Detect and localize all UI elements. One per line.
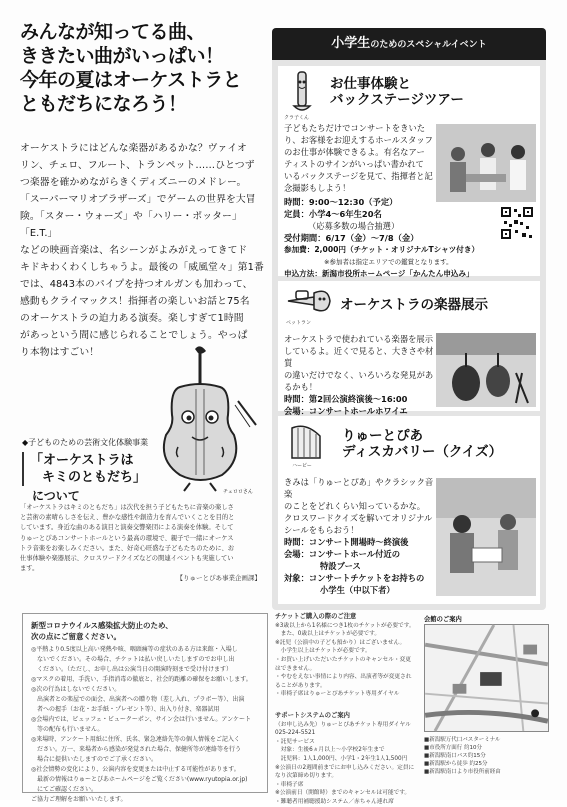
quiz-event-photo xyxy=(436,478,536,596)
notice-line: ください。（ただし、お申し出は公演当日の開演時刻まで受け付けます） xyxy=(31,666,233,673)
program-title-suffix: について xyxy=(32,489,80,503)
notice-line: 者への握手（お花・お手紙・プレゼント等）、出入り付き、楽器試用 xyxy=(31,706,220,713)
support-line: ・車椅子席 xyxy=(275,781,304,788)
notice-line: 最新の情報はりゅーとぴあホームページをご覧ください(www.ryutopia.or.jp) xyxy=(31,776,248,783)
quiz-event-description xyxy=(284,476,434,596)
quiz-desc-line: シールをもらおう！ xyxy=(284,525,359,535)
intro-line: 険。「スター・ウォーズ」や「ハリー・ポッター」「E.T.」 xyxy=(20,211,242,239)
support-system xyxy=(275,712,415,807)
job-desc-line: のお仕事が体験できるよ。有名なアー xyxy=(284,147,425,157)
notice-line: ないでください。その場合、チケットは払い戻しいたしますのでお申し出 xyxy=(31,656,235,663)
exhibit-desc-line: オーケストラで使われている楽器を展示 xyxy=(284,334,434,344)
access-line: ■新潟駅から徒歩 約25分 xyxy=(424,761,488,767)
exhibit-event-photo xyxy=(436,333,536,407)
quiz-desc-line: クロスワードクイズを解いてオリジナル xyxy=(284,513,433,523)
exhibit-desc-line: の違いだけでなく、いろいろな発見があ xyxy=(284,370,434,380)
notice-line: ◎マスクの着用、手洗い、手指消毒の徹底と、社会的距離の確保をお願いします。 xyxy=(31,676,252,683)
header-main: 小学生 xyxy=(331,36,371,51)
event-instrument-exhibit xyxy=(278,281,540,416)
event-discovery-quiz xyxy=(278,416,540,604)
intro-text xyxy=(20,140,265,361)
qr-code-icon[interactable] xyxy=(500,206,534,240)
description-line: りゅーとぴあコンサートホールという最高の環境で、親子で一緒にオーケス xyxy=(20,534,234,542)
description-line: トラ音楽をお楽しみください。また、好奇心旺盛な子どもたちのために、お xyxy=(20,544,235,552)
support-line: 託児料：1人1,000円、小学1・2年生1人1,500円 xyxy=(275,755,408,762)
program-title xyxy=(22,452,162,486)
job-event-photo xyxy=(436,124,536,202)
intro-line: オーケストラにはどんな楽器があるかな？ヴァイオ xyxy=(20,143,247,154)
job-time: 時間：9:00〜12:30（予定） xyxy=(284,197,398,207)
program-title-line: キミのともだち」 xyxy=(42,470,147,485)
access-line: ■新潟駅万代口バスターミナル xyxy=(424,737,501,743)
quiz-desc-line: のことをどれくらい知っているかな。 xyxy=(284,501,426,511)
intro-line: キドキわくわくしちゃうよ。最後の「威風堂々」第1番 xyxy=(20,262,264,273)
ticket-line: ※3歳以上から1名様につき1枚のチケットが必要です。 xyxy=(275,622,415,629)
job-fee-note: ※参加者は指定エリアでの鑑賞となります。 xyxy=(324,258,453,266)
job-desc-line: 念撮影もしよう！ xyxy=(284,183,351,193)
exhibit-icon-caption: ペットラン xyxy=(286,320,312,326)
program-about xyxy=(22,437,162,504)
notice-line: 等の配布も行いません。 xyxy=(31,726,104,733)
support-heading: サポートシステムのご案内 xyxy=(275,712,350,719)
access-line: ■新潟駅南口バス約15分 xyxy=(424,753,486,759)
access-info xyxy=(424,736,549,776)
quiz-venue: 会場：コンサートホール付近の xyxy=(284,549,400,559)
cello-caption: チェロロさん xyxy=(223,489,253,495)
support-line: ※公演日の2週間前までにお申し込みください。定員になり次第締め切ります。 xyxy=(275,764,415,780)
notice-line: にてご確認ください。 xyxy=(31,786,98,793)
headline xyxy=(20,20,260,116)
harp-mascot-icon xyxy=(286,422,326,462)
trumpet-mascot-icon xyxy=(284,283,332,319)
notice-line: ◎来場時、アンケート用紙に住所、氏名、緊急連絡先等の個人情報をご記入く xyxy=(31,736,240,743)
quiz-venue-2: 特設ブース xyxy=(320,561,361,571)
job-title-line: お仕事体験と xyxy=(330,76,411,92)
description-line: しています。身近な曲のある演目と演奏交響楽団による演奏を体験。そして xyxy=(20,524,234,532)
intro-line: があっという間に感じられることでしょう。やっぱ xyxy=(20,330,248,341)
notice-line: ◎次の行為はしないでください。 xyxy=(31,686,121,693)
quiz-time: 時間：コンサート開場時〜終演後 xyxy=(284,537,409,547)
notice-head-line: 次の点にご留意ください。 xyxy=(31,632,121,641)
notice-line: 出演者との楽屋での面会、出演者への贈り物（差し入れ、プラボー等）、出演 xyxy=(31,696,245,703)
notice-line: ◎社会情勢の変化により、公演内容を変更または中止する可能性があります。 xyxy=(31,766,240,773)
venue-map xyxy=(424,624,549,732)
exhibit-desc-line: るかも！ xyxy=(284,382,318,392)
description-line: と芸術の素晴らしさを伝え、豊かな感性や創造力を育んでいくことを目的と xyxy=(20,514,235,522)
job-fee: 参加費：2,000円（チケット・オリジナルTシャツ付き） xyxy=(284,245,480,254)
notice-line: ご協力ご理解をお願いいたします。 xyxy=(31,796,127,803)
job-desc-line: ティストのサインがいっぱい書かれて xyxy=(284,159,424,169)
quiz-title-line: ディスカバリー（クイズ） xyxy=(342,444,503,460)
ticket-notes xyxy=(275,613,415,699)
headline-line: ききたい曲がいっぱい！ xyxy=(20,45,224,67)
headline-line: ともだちになろう！ xyxy=(20,93,187,115)
job-event-description xyxy=(284,122,434,194)
description-line: 「オーケストラはキミのともだち」は次代を担う子どもたちに音楽の楽しさ xyxy=(20,504,234,511)
special-events-header xyxy=(272,28,546,60)
ticket-line: また、0歳以上はチケットが必要です。 xyxy=(275,631,381,638)
description-signature: 【りゅーとぴあ事業企画課】 xyxy=(176,573,261,582)
ticket-line: 小学生以上はチケットが必要です。 xyxy=(275,648,371,655)
description-line: 仕事体験や楽器展示、クロスワードクイズなどの関連イベントも実施してい xyxy=(20,555,234,563)
support-line: ・難聴者用補聴援助システム／赤ちゃん連れ席 xyxy=(275,798,394,805)
support-line: （お申し込み先）りゅーとぴあチケット専用ダイヤル 025-224-5521 xyxy=(275,721,411,737)
program-description xyxy=(20,503,265,583)
intro-line: 「スーパーマリオブラザーズ」でゲームの世界を大冒 xyxy=(20,194,256,205)
intro-line: のオーケストラの迫力ある演奏。楽しすぎて1時間 xyxy=(20,313,244,324)
intro-line: リン、チェロ、フルート、トランペット……ひとつず xyxy=(20,160,255,171)
support-line: 対象：生後6ヵ月以上〜小学校2年生まで xyxy=(275,747,385,754)
exhibit-event-title: オーケストラの楽器展示 xyxy=(340,297,488,313)
header-sub: のためのスペシャルイベント xyxy=(370,40,487,50)
job-capacity: 定員：小学4〜6年生20名 xyxy=(284,209,382,219)
support-line: ※公演前日（開館時）までのキャンセルは可能です。 xyxy=(275,790,411,797)
ticket-line: ・お買い上げいただいたチケットのキャンセル・変更はできません。 xyxy=(275,656,411,672)
cello-mascot-illustration xyxy=(150,345,260,495)
intro-line: つ楽器を確かめながらきくディズニーのメドレー。 xyxy=(20,177,247,188)
job-desc-line: 子どもたちだけでコンサートをきいた xyxy=(284,123,426,133)
access-line: ■新潟駅南口より市役所前経由 xyxy=(424,769,501,775)
job-title-line: バックステージツアー xyxy=(330,92,464,108)
ticket-line: ・やむをえない事情により内容、出演者等が変更されることがあります。 xyxy=(275,674,412,689)
program-title-line: 「オーケストラは xyxy=(30,453,134,468)
intro-line: り本物はすごい！ xyxy=(20,347,100,358)
map-label: 会館のご案内 xyxy=(424,616,462,623)
job-event-details xyxy=(284,196,536,280)
notice-line: ◎平熱より0.5度以上高い発熱や咳、咽頭痛等の症状のある方は来館・入場し xyxy=(31,646,238,653)
ticket-line: ・車椅子席はりゅーとぴあチケット専用ダイヤル xyxy=(275,691,400,698)
exhibit-time: 時間：第2回公演終演後〜16:00 xyxy=(284,394,408,404)
intro-line: 感動もクライマックス！指揮者の楽しいお話と75名 xyxy=(20,296,250,307)
event-job-experience xyxy=(278,66,540,276)
quiz-title-line: りゅーとぴあ xyxy=(342,428,423,444)
notice-line: 場合に提供いたしますのでご了承ください。 xyxy=(31,756,158,763)
ticket-heading: チケットご購入の際のご注意 xyxy=(275,613,357,620)
description-line: ます。 xyxy=(20,565,39,573)
quiz-icon-caption: ハーピー xyxy=(292,463,312,469)
job-apply-method: 申込方法：新潟市役所ホームページ「かんたん申込み」 xyxy=(284,269,474,278)
job-event-title xyxy=(330,76,464,108)
job-desc-line: り、お客様をお迎えするホールスタッフ xyxy=(284,135,433,145)
job-icon-caption: クラ子くん xyxy=(284,115,310,121)
program-category: ◆子どものための芸術文化体験事業 xyxy=(22,438,149,447)
support-line: ・託児サービス xyxy=(275,738,315,745)
clarinet-mascot-icon xyxy=(288,70,316,112)
job-capacity-note: （応募多数の場合抽選） xyxy=(308,221,400,231)
intro-line: などの映画音楽は、名シーンがよみがえってきてド xyxy=(20,245,248,256)
job-period: 受付期間：6/17（金）〜7/8（金） xyxy=(284,233,419,243)
exhibit-event-description xyxy=(284,333,434,417)
headline-line: 今年の夏はオーケストラと xyxy=(20,69,242,91)
exhibit-desc-line: しているよ。近くで見ると、大きさや材質 xyxy=(284,346,434,368)
quiz-event-title xyxy=(342,428,502,460)
exhibit-venue: 会場：コンサートホールホワイエ xyxy=(284,406,408,416)
access-line: ■市役所方面行 約10分 xyxy=(424,745,482,751)
notice-line: ださい。万一、来場者から感染が発覚された場合、保健所等が連絡等を行う xyxy=(31,746,242,753)
covid-notice xyxy=(22,613,268,803)
quiz-target: 対象：コンサートチケットをお持ちの xyxy=(284,573,425,583)
job-desc-line: いるバックステージを見て、指揮者と記 xyxy=(284,171,433,181)
quiz-target-2: 小学生（中以下者） xyxy=(320,585,395,595)
notice-heading xyxy=(31,620,259,642)
headline-line: みんなが知ってる曲、 xyxy=(20,21,206,43)
notice-head-line: 新型コロナウイルス感染拡大防止のため、 xyxy=(31,621,173,630)
ticket-line: ※託児（公演中の子ども預かり）はございません。 xyxy=(275,639,406,646)
notice-line: ◎会場内では、ビュッフェ・ビュークーポン、サイン会は行いません。アンケート xyxy=(31,716,252,723)
quiz-desc-line: きみは「りゅーとぴあ」やクラシック音楽 xyxy=(284,477,434,499)
intro-line: では、4843本のパイプを持つオルガンも加わって、 xyxy=(20,279,253,290)
